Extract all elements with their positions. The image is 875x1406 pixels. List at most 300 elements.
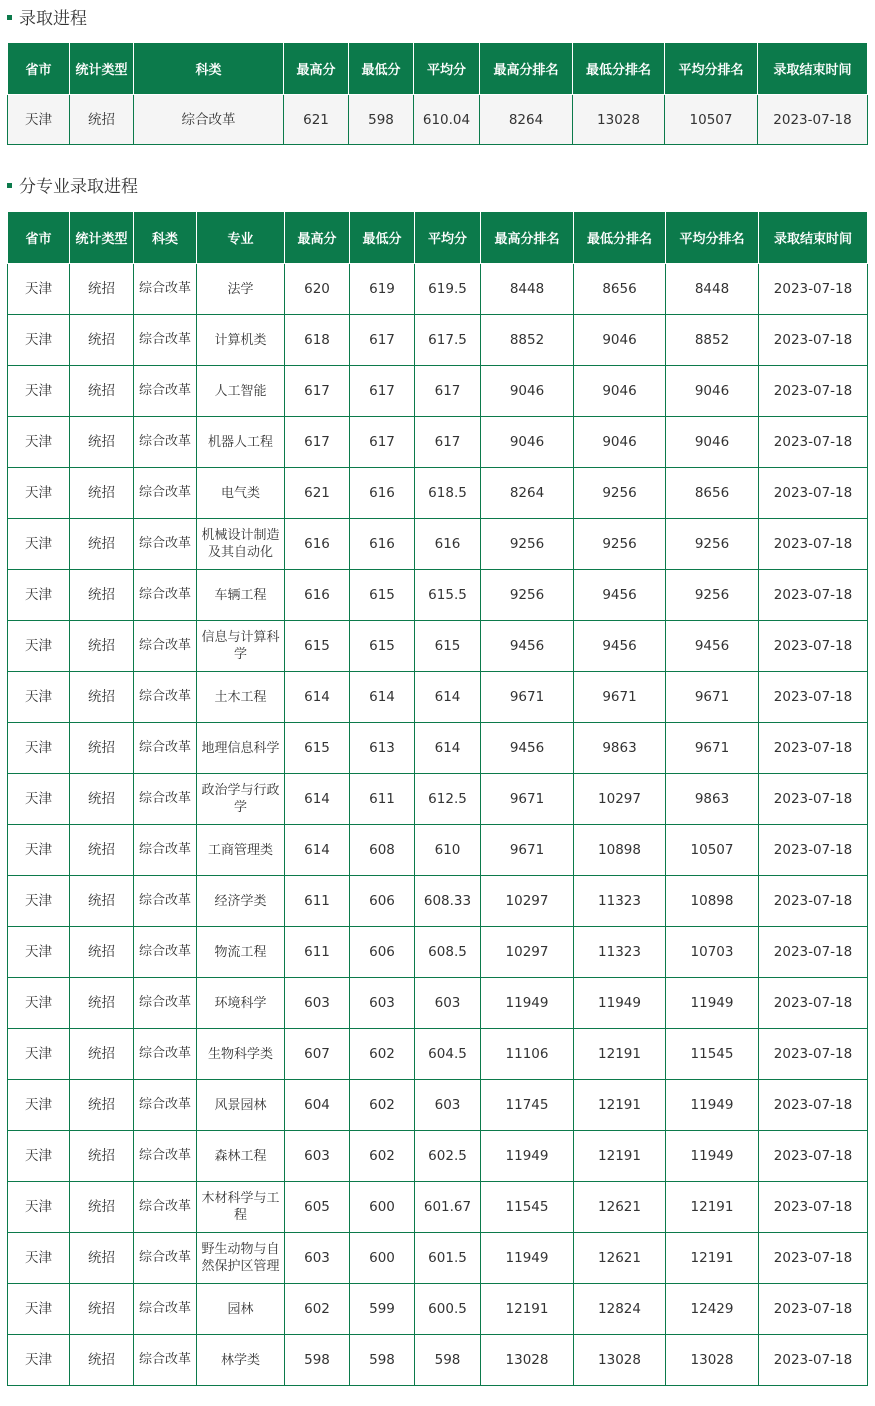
table-cell: 13028	[574, 1335, 666, 1386]
table-cell: 统招	[70, 672, 134, 723]
table-row	[8, 1335, 868, 1386]
column-header: 最低分排名	[573, 43, 665, 95]
column-header: 平均分	[414, 43, 480, 95]
table-cell: 617	[285, 417, 350, 468]
table-cell: 2023-07-18	[759, 927, 868, 978]
table-cell: 机械设计制造及其自动化	[197, 519, 285, 570]
table-cell: 综合改革	[134, 1029, 197, 1080]
table-row	[8, 1029, 868, 1080]
table-cell: 天津	[8, 95, 70, 145]
table-cell: 608.33	[415, 876, 481, 927]
table-cell: 天津	[8, 366, 70, 417]
table-cell: 综合改革	[134, 519, 197, 570]
table-cell: 综合改革	[134, 621, 197, 672]
table-cell: 613	[350, 723, 415, 774]
table-cell: 综合改革	[134, 315, 197, 366]
table-cell: 8852	[481, 315, 574, 366]
column-header: 最高分排名	[481, 212, 574, 264]
table-row	[8, 1182, 868, 1233]
table-cell: 614	[415, 672, 481, 723]
table-cell: 9671	[666, 723, 759, 774]
table-cell: 统招	[70, 1284, 134, 1335]
table-cell: 12191	[574, 1131, 666, 1182]
table-cell: 政治学与行政学	[197, 774, 285, 825]
table-row	[8, 621, 868, 672]
table-cell: 综合改革	[134, 264, 197, 315]
column-header: 平均分	[415, 212, 481, 264]
table-cell: 598	[285, 1335, 350, 1386]
table-cell: 9456	[666, 621, 759, 672]
table-cell: 9256	[666, 570, 759, 621]
table-cell: 统招	[70, 978, 134, 1029]
table-cell: 天津	[8, 672, 70, 723]
table-cell: 9456	[481, 723, 574, 774]
table-cell: 2023-07-18	[759, 774, 868, 825]
table-cell: 11949	[481, 1131, 574, 1182]
table-row	[8, 1080, 868, 1131]
section-title-major-admission-progress	[7, 171, 138, 197]
table-cell: 综合改革	[134, 927, 197, 978]
table-cell: 环境科学	[197, 978, 285, 1029]
column-header: 平均分排名	[666, 212, 759, 264]
table-cell: 10297	[481, 876, 574, 927]
table-cell: 615	[415, 621, 481, 672]
table-cell: 天津	[8, 1029, 70, 1080]
table-cell: 天津	[8, 774, 70, 825]
table-cell: 计算机类	[197, 315, 285, 366]
table-cell: 天津	[8, 927, 70, 978]
table-cell: 9046	[481, 417, 574, 468]
column-header: 最高分	[285, 212, 350, 264]
table-cell: 2023-07-18	[759, 366, 868, 417]
table-cell: 地理信息科学	[197, 723, 285, 774]
section-title-text: 分专业录取进程	[19, 176, 138, 197]
table-cell: 8264	[480, 95, 573, 145]
table-cell: 统招	[70, 876, 134, 927]
table-cell: 9256	[574, 519, 666, 570]
table-cell: 9863	[666, 774, 759, 825]
table-cell: 天津	[8, 264, 70, 315]
table-cell: 602	[350, 1029, 415, 1080]
table-cell: 统招	[70, 1335, 134, 1386]
table-cell: 8448	[481, 264, 574, 315]
table-cell: 604	[285, 1080, 350, 1131]
table-cell: 2023-07-18	[759, 315, 868, 366]
table-cell: 天津	[8, 1080, 70, 1131]
table-cell: 598	[350, 1335, 415, 1386]
table-cell: 2023-07-18	[759, 978, 868, 1029]
table-cell: 9671	[481, 825, 574, 876]
table-cell: 12824	[574, 1284, 666, 1335]
table-cell: 618	[285, 315, 350, 366]
table-cell: 12191	[666, 1233, 759, 1284]
table-cell: 617.5	[415, 315, 481, 366]
table-cell: 天津	[8, 1233, 70, 1284]
table-cell: 603	[350, 978, 415, 1029]
table-cell: 统招	[70, 1080, 134, 1131]
table-cell: 林学类	[197, 1335, 285, 1386]
table-cell: 物流工程	[197, 927, 285, 978]
table-cell: 598	[349, 95, 414, 145]
table-cell: 616	[350, 468, 415, 519]
table-cell: 615	[285, 621, 350, 672]
table-cell: 工商管理类	[197, 825, 285, 876]
table-cell: 9456	[481, 621, 574, 672]
table-cell: 601.5	[415, 1233, 481, 1284]
table-row	[8, 95, 868, 145]
table-cell: 605	[285, 1182, 350, 1233]
table-cell: 综合改革	[134, 1131, 197, 1182]
table-cell: 野生动物与自然保护区管理	[197, 1233, 285, 1284]
table-cell: 9046	[574, 315, 666, 366]
table-cell: 13028	[481, 1335, 574, 1386]
table-cell: 11949	[481, 978, 574, 1029]
table-cell: 616	[285, 519, 350, 570]
table-cell: 602	[350, 1080, 415, 1131]
table-cell: 608	[350, 825, 415, 876]
table-cell: 2023-07-18	[759, 570, 868, 621]
table-cell: 天津	[8, 468, 70, 519]
table-cell: 8656	[666, 468, 759, 519]
table-cell: 620	[285, 264, 350, 315]
table-cell: 综合改革	[134, 774, 197, 825]
table-cell: 602	[350, 1131, 415, 1182]
table-cell: 10507	[665, 95, 758, 145]
table-cell: 12429	[666, 1284, 759, 1335]
table-cell: 618.5	[415, 468, 481, 519]
table-cell: 综合改革	[134, 570, 197, 621]
table-cell: 综合改革	[134, 1233, 197, 1284]
table-cell: 天津	[8, 519, 70, 570]
table-cell: 2023-07-18	[758, 95, 868, 145]
table-cell: 603	[285, 1233, 350, 1284]
table-cell: 2023-07-18	[759, 468, 868, 519]
table-row	[8, 366, 868, 417]
table-cell: 599	[350, 1284, 415, 1335]
table-row	[8, 264, 868, 315]
table-cell: 统招	[70, 417, 134, 468]
table-cell: 统招	[70, 468, 134, 519]
table-cell: 2023-07-18	[759, 1080, 868, 1131]
table-cell: 621	[285, 468, 350, 519]
table-row	[8, 519, 868, 570]
table-cell: 统招	[70, 621, 134, 672]
table-cell: 610	[415, 825, 481, 876]
table-cell: 2023-07-18	[759, 672, 868, 723]
table-cell: 2023-07-18	[759, 1335, 868, 1386]
table-cell: 9046	[574, 417, 666, 468]
table-cell: 9046	[574, 366, 666, 417]
table-cell: 天津	[8, 621, 70, 672]
table-cell: 天津	[8, 825, 70, 876]
table-cell: 619	[350, 264, 415, 315]
table-cell: 土木工程	[197, 672, 285, 723]
table-cell: 604.5	[415, 1029, 481, 1080]
table-cell: 9456	[574, 621, 666, 672]
table-cell: 10297	[574, 774, 666, 825]
table-cell: 611	[350, 774, 415, 825]
table-cell: 天津	[8, 876, 70, 927]
table-cell: 9046	[481, 366, 574, 417]
table-cell: 614	[285, 825, 350, 876]
table-cell: 617	[350, 315, 415, 366]
table-cell: 9256	[574, 468, 666, 519]
table-cell: 603	[285, 1131, 350, 1182]
column-header: 科类	[134, 43, 284, 95]
table-cell: 9671	[481, 672, 574, 723]
table-cell: 8448	[666, 264, 759, 315]
table-cell: 法学	[197, 264, 285, 315]
table-cell: 电气类	[197, 468, 285, 519]
table-cell: 统招	[70, 315, 134, 366]
table-cell: 综合改革	[134, 468, 197, 519]
table-cell: 综合改革	[134, 417, 197, 468]
table-cell: 12191	[481, 1284, 574, 1335]
table-cell: 11949	[666, 1080, 759, 1131]
table-cell: 统招	[70, 519, 134, 570]
table-cell: 天津	[8, 723, 70, 774]
table-cell: 2023-07-18	[759, 519, 868, 570]
table-cell: 11949	[574, 978, 666, 1029]
column-header: 统计类型	[70, 43, 134, 95]
table-cell: 统招	[70, 95, 134, 145]
column-header: 省市	[8, 43, 70, 95]
table-cell: 612.5	[415, 774, 481, 825]
table-row	[8, 672, 868, 723]
table-cell: 综合改革	[134, 672, 197, 723]
table-cell: 生物科学类	[197, 1029, 285, 1080]
table-cell: 606	[350, 927, 415, 978]
table-cell: 统招	[70, 1182, 134, 1233]
table-cell: 天津	[8, 1131, 70, 1182]
table-cell: 天津	[8, 1182, 70, 1233]
table-cell: 8656	[574, 264, 666, 315]
table-cell: 11323	[574, 876, 666, 927]
table-cell: 天津	[8, 570, 70, 621]
table-cell: 614	[285, 774, 350, 825]
table-cell: 616	[285, 570, 350, 621]
table-row	[8, 315, 868, 366]
table-cell: 森林工程	[197, 1131, 285, 1182]
table-cell: 13028	[573, 95, 665, 145]
table-cell: 608.5	[415, 927, 481, 978]
table-cell: 9256	[481, 519, 574, 570]
table-cell: 617	[350, 417, 415, 468]
table-cell: 天津	[8, 1335, 70, 1386]
table-cell: 综合改革	[134, 1182, 197, 1233]
table-cell: 614	[285, 672, 350, 723]
column-header: 统计类型	[70, 212, 134, 264]
admission-summary-table	[7, 42, 868, 145]
table-cell: 9046	[666, 366, 759, 417]
table-cell: 9256	[666, 519, 759, 570]
table-cell: 统招	[70, 825, 134, 876]
table-cell: 11949	[666, 1131, 759, 1182]
table-cell: 617	[350, 366, 415, 417]
table-cell: 603	[415, 1080, 481, 1131]
table-cell: 615	[285, 723, 350, 774]
bullet-icon	[7, 183, 12, 188]
table-cell: 统招	[70, 1029, 134, 1080]
table-cell: 2023-07-18	[759, 723, 868, 774]
column-header: 平均分排名	[665, 43, 758, 95]
table-cell: 综合改革	[134, 1335, 197, 1386]
table-cell: 11106	[481, 1029, 574, 1080]
column-header: 录取结束时间	[758, 43, 868, 95]
column-header: 最低分	[350, 212, 415, 264]
major-admission-table	[7, 211, 868, 1386]
table-cell: 9863	[574, 723, 666, 774]
table-cell: 9671	[574, 672, 666, 723]
table-cell: 13028	[666, 1335, 759, 1386]
table-cell: 2023-07-18	[759, 264, 868, 315]
table-cell: 2023-07-18	[759, 621, 868, 672]
column-header: 科类	[134, 212, 197, 264]
table-header-row	[8, 43, 868, 95]
table-cell: 车辆工程	[197, 570, 285, 621]
column-header: 最高分	[284, 43, 349, 95]
table-cell: 600.5	[415, 1284, 481, 1335]
table-cell: 614	[350, 672, 415, 723]
table-cell: 10507	[666, 825, 759, 876]
table-cell: 综合改革	[134, 876, 197, 927]
table-cell: 617	[415, 366, 481, 417]
table-row	[8, 825, 868, 876]
table-cell: 602	[285, 1284, 350, 1335]
table-cell: 11949	[481, 1233, 574, 1284]
table-cell: 2023-07-18	[759, 417, 868, 468]
table-cell: 11545	[481, 1182, 574, 1233]
table-cell: 8852	[666, 315, 759, 366]
table-cell: 2023-07-18	[759, 825, 868, 876]
table-cell: 10703	[666, 927, 759, 978]
table-cell: 12621	[574, 1233, 666, 1284]
table-cell: 统招	[70, 927, 134, 978]
table-cell: 617	[415, 417, 481, 468]
column-header: 录取结束时间	[759, 212, 868, 264]
table-cell: 综合改革	[134, 978, 197, 1029]
table-cell: 11545	[666, 1029, 759, 1080]
table-cell: 天津	[8, 417, 70, 468]
table-cell: 600	[350, 1182, 415, 1233]
table-cell: 人工智能	[197, 366, 285, 417]
table-cell: 经济学类	[197, 876, 285, 927]
table-cell: 614	[415, 723, 481, 774]
table-cell: 综合改革	[134, 366, 197, 417]
table-cell: 617	[285, 366, 350, 417]
table-cell: 统招	[70, 264, 134, 315]
column-header: 最低分排名	[574, 212, 666, 264]
table-cell: 8264	[481, 468, 574, 519]
table-cell: 9256	[481, 570, 574, 621]
table-cell: 11949	[666, 978, 759, 1029]
table-cell: 机器人工程	[197, 417, 285, 468]
table-cell: 综合改革	[134, 95, 284, 145]
table-cell: 12191	[574, 1029, 666, 1080]
column-header: 专业	[197, 212, 285, 264]
column-header: 最高分排名	[480, 43, 573, 95]
table-cell: 9671	[481, 774, 574, 825]
table-cell: 统招	[70, 366, 134, 417]
table-cell: 2023-07-18	[759, 1131, 868, 1182]
table-cell: 598	[415, 1335, 481, 1386]
table-cell: 天津	[8, 315, 70, 366]
table-header-row	[8, 212, 868, 264]
table-cell: 9671	[666, 672, 759, 723]
table-cell: 风景园林	[197, 1080, 285, 1131]
table-cell: 621	[284, 95, 349, 145]
table-row	[8, 774, 868, 825]
table-cell: 601.67	[415, 1182, 481, 1233]
table-cell: 615.5	[415, 570, 481, 621]
table-cell: 统招	[70, 1233, 134, 1284]
table-cell: 603	[415, 978, 481, 1029]
table-cell: 天津	[8, 978, 70, 1029]
table-cell: 综合改革	[134, 1284, 197, 1335]
table-cell: 统招	[70, 570, 134, 621]
table-cell: 2023-07-18	[759, 1029, 868, 1080]
table-cell: 607	[285, 1029, 350, 1080]
table-cell: 天津	[8, 1284, 70, 1335]
table-cell: 603	[285, 978, 350, 1029]
table-cell: 611	[285, 927, 350, 978]
table-cell: 12191	[574, 1080, 666, 1131]
table-cell: 信息与计算科学	[197, 621, 285, 672]
table-row	[8, 1131, 868, 1182]
table-row	[8, 417, 868, 468]
table-cell: 600	[350, 1233, 415, 1284]
table-row	[8, 468, 868, 519]
table-cell: 619.5	[415, 264, 481, 315]
table-row	[8, 570, 868, 621]
table-cell: 木材科学与工程	[197, 1182, 285, 1233]
table-cell: 12191	[666, 1182, 759, 1233]
table-cell: 统招	[70, 1131, 134, 1182]
table-cell: 610.04	[414, 95, 480, 145]
column-header: 最低分	[349, 43, 414, 95]
table-cell: 10898	[666, 876, 759, 927]
table-cell: 616	[415, 519, 481, 570]
table-row	[8, 978, 868, 1029]
section-title-text: 录取进程	[19, 8, 87, 29]
table-cell: 9046	[666, 417, 759, 468]
table-cell: 2023-07-18	[759, 1233, 868, 1284]
table-cell: 615	[350, 570, 415, 621]
table-row	[8, 1284, 868, 1335]
table-cell: 2023-07-18	[759, 1182, 868, 1233]
table-row	[8, 1233, 868, 1284]
section-title-admission-progress	[7, 3, 87, 29]
table-cell: 综合改革	[134, 723, 197, 774]
table-cell: 9456	[574, 570, 666, 621]
table-cell: 615	[350, 621, 415, 672]
column-header: 省市	[8, 212, 70, 264]
table-cell: 统招	[70, 774, 134, 825]
table-cell: 10898	[574, 825, 666, 876]
table-cell: 616	[350, 519, 415, 570]
table-row	[8, 723, 868, 774]
table-cell: 统招	[70, 723, 134, 774]
table-cell: 10297	[481, 927, 574, 978]
table-cell: 611	[285, 876, 350, 927]
table-cell: 606	[350, 876, 415, 927]
table-cell: 综合改革	[134, 1080, 197, 1131]
table-cell: 12621	[574, 1182, 666, 1233]
table-cell: 2023-07-18	[759, 1284, 868, 1335]
table-cell: 602.5	[415, 1131, 481, 1182]
table-row	[8, 927, 868, 978]
table-cell: 11745	[481, 1080, 574, 1131]
